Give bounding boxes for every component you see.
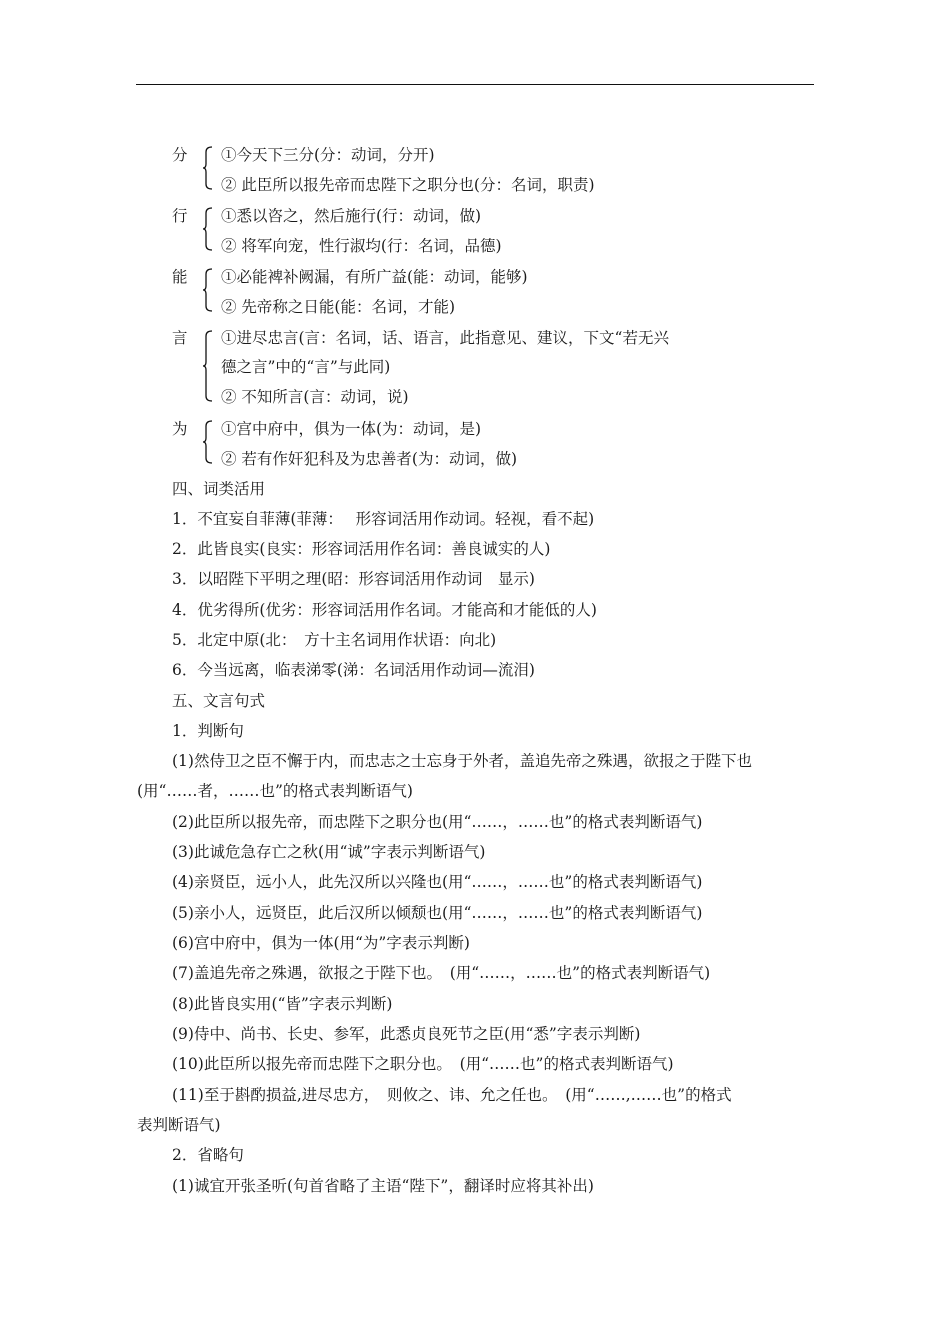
list-item: (3)此诚危急存亡之秋(用“诚”字表示判断语气) bbox=[172, 843, 486, 861]
polysemy-char: 言 bbox=[172, 329, 188, 347]
sense-line: ①进尽忠言(言：名词，话、语言，此指意见、建议，下文“若无兴 bbox=[221, 329, 669, 347]
polysemy-char: 为 bbox=[172, 420, 188, 438]
list-item: (7)盖追先帝之殊遇，欲报之于陛下也。 (用“……，……也”的格式表判断语气) bbox=[172, 964, 711, 982]
list-item: (5)亲小人，远贤臣，此后汉所以倾颓也(用“……，……也”的格式表判断语气) bbox=[172, 904, 703, 922]
subsection-heading: 2．省略句 bbox=[172, 1146, 244, 1164]
list-item: (1)诚宜开张圣听(句首省略了主语“陛下”，翻译时应将其补出) bbox=[172, 1177, 594, 1195]
list-item: 5．北定中原(北： 方十主名词用作状语：向北) bbox=[172, 631, 497, 649]
list-item: 1．不宜妄自菲薄(菲薄： 形容词活用作动词。轻视，看不起) bbox=[172, 510, 595, 528]
list-item: (4)亲贤臣，远小人，此先汉所以兴隆也(用“……，……也”的格式表判断语气) bbox=[172, 873, 703, 891]
brace-icon bbox=[203, 420, 213, 464]
list-item: 6．今当远离，临表涕零(涕：名词活用作动词—流泪) bbox=[172, 661, 535, 679]
polysemy-char: 行 bbox=[172, 207, 188, 225]
list-item: (6)宫中府中，俱为一体(用“为”字表示判断) bbox=[172, 934, 470, 952]
brace-icon bbox=[203, 207, 213, 251]
list-item: (9)侍中、尚书、长史、参军，此悉贞良死节之臣(用“悉”字表示判断) bbox=[172, 1025, 641, 1043]
section-heading: 五、文言句式 bbox=[172, 692, 266, 710]
list-item: (8)此皆良实用(“皆”字表示判断) bbox=[172, 995, 393, 1013]
list-item: (10)此臣所以报先帝而忠陛下之职分也。 (用“……也”的格式表判断语气) bbox=[172, 1055, 674, 1073]
sense-line: ② 不知所言(言：动词，说) bbox=[221, 388, 409, 406]
sense-line: ①今天下三分(分：动词，分开) bbox=[221, 146, 435, 164]
sense-line: 德之言”中的“言”与此同) bbox=[221, 358, 391, 376]
polysemy-char: 分 bbox=[172, 146, 188, 164]
brace-icon bbox=[203, 268, 213, 312]
list-item: (2)此臣所以报先帝，而忠陛下之职分也(用“……，……也”的格式表判断语气) bbox=[172, 813, 703, 831]
list-item: (1)然侍卫之臣不懈于内，而忠志之士忘身于外者，盖追先帝之殊遇，欲报之于陛下也 bbox=[172, 752, 752, 770]
list-item-continuation: (用“……者，……也”的格式表判断语气) bbox=[137, 782, 413, 800]
header-rule bbox=[136, 84, 814, 85]
sense-line: ② 先帝称之日能(能：名词，才能) bbox=[221, 298, 456, 316]
list-item: (11)至于斟酌损益,进尽忠方， 则攸之、讳、允之任也。 (用“……,……也”的格式 bbox=[172, 1086, 732, 1104]
list-item-continuation: 表判断语气) bbox=[137, 1116, 221, 1134]
brace-icon bbox=[203, 330, 213, 402]
subsection-heading: 1．判断句 bbox=[172, 722, 244, 740]
list-item: 3．以昭陛下平明之理(昭：形容词活用作动词 显示) bbox=[172, 570, 535, 588]
sense-line: ② 将军向宠，性行淑均(行：名词，品德) bbox=[221, 237, 502, 255]
sense-line: ② 若有作奸犯科及为忠善者(为：动词，做) bbox=[221, 450, 518, 468]
sense-line: ①宫中府中，俱为一体(为：动词，是) bbox=[221, 420, 482, 438]
list-item: 4．优劣得所(优劣：形容词活用作名词。才能高和才能低的人) bbox=[172, 601, 597, 619]
brace-icon bbox=[203, 146, 213, 190]
list-item: 2．此皆良实(良实：形容词活用作名词：善良诚实的人) bbox=[172, 540, 551, 558]
sense-line: ② 此臣所以报先帝而忠陛下之职分也(分：名词，职责) bbox=[221, 176, 595, 194]
sense-line: ①悉以咨之，然后施行(行：动词，做) bbox=[221, 207, 482, 225]
section-heading: 四、词类活用 bbox=[172, 480, 266, 498]
sense-line: ①必能裨补阙漏，有所广益(能：动词，能够) bbox=[221, 268, 528, 286]
polysemy-char: 能 bbox=[172, 268, 188, 286]
